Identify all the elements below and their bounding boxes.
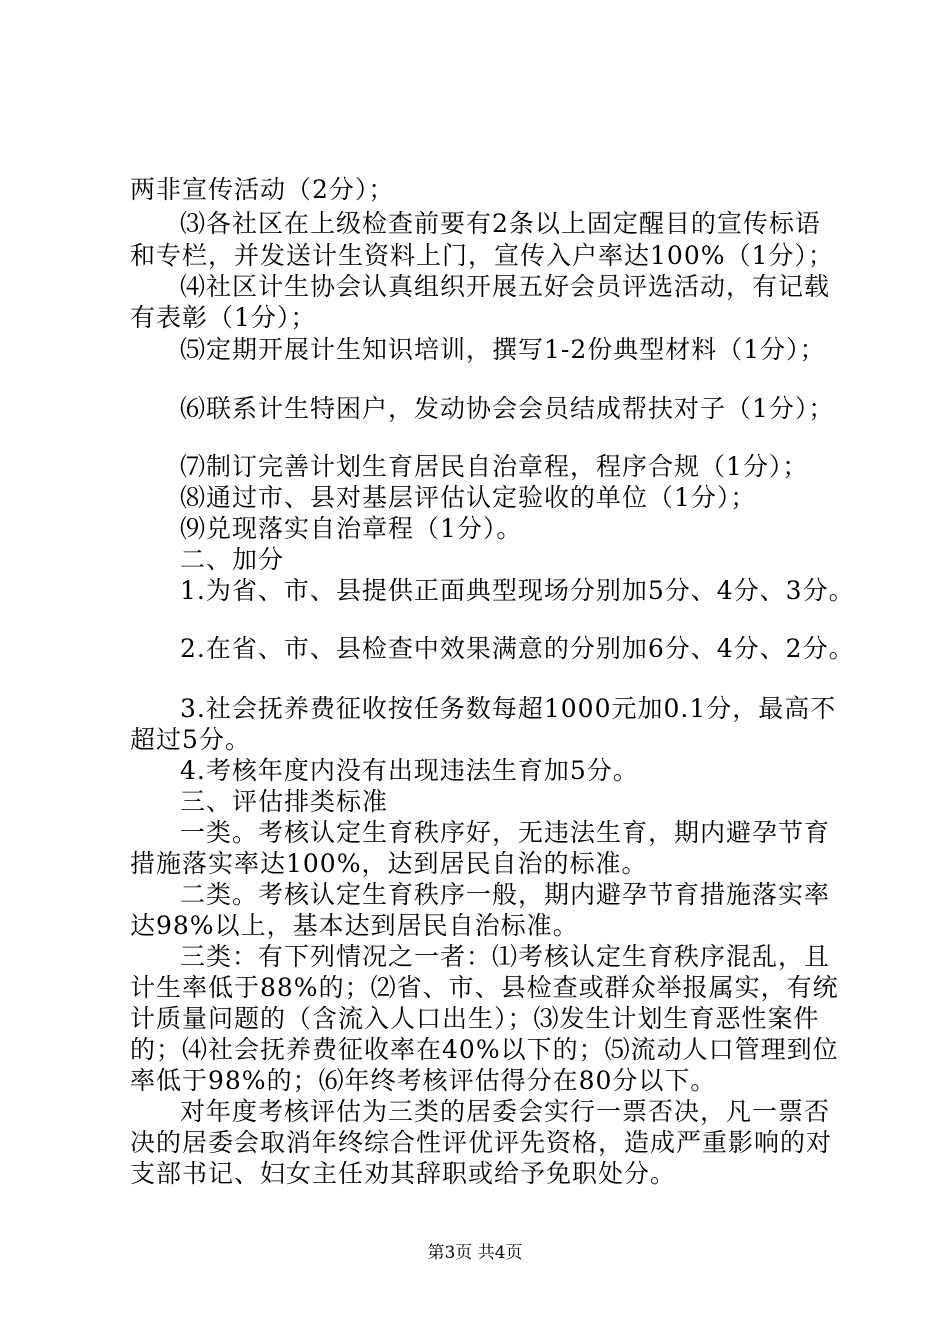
text-line: 计生率低于88%的；⑵省、市、县检查或群众举报属实，有统 xyxy=(130,973,839,1002)
text-line: 2.在省、市、县检查中效果满意的分别加6分、4分、2分。 xyxy=(180,634,855,663)
text-line: 1.为省、市、县提供正面典型现场分别加5分、4分、3分。 xyxy=(180,576,855,605)
text-line: ⑻通过市、县对基层评估认定验收的单位（1分）； xyxy=(180,483,757,512)
text-line: 支部书记、妇女主任劝其辞职或给予免职处分。 xyxy=(130,1159,677,1188)
text-line: 二类。考核认定生育秩序一般，期内避孕节育措施落实率 xyxy=(180,880,831,909)
text-line: 一类。考核认定生育秩序好，无违法生育，期内避孕节育 xyxy=(180,818,831,847)
section-heading: 三、评估排类标准 xyxy=(180,787,389,816)
section-heading: 二、加分 xyxy=(180,545,285,574)
text-line: 两非宣传活动（2分）； xyxy=(130,175,395,204)
text-line: 率低于98%的；⑹年终考核评估得分在80分以下。 xyxy=(130,1066,717,1095)
text-line: 计质量问题的（含流入人口出生）；⑶发生计划生育恶性案件 xyxy=(130,1004,820,1033)
text-line: ⑹联系计生特困户，发动协会会员结成帮扶对子（1分）； xyxy=(180,394,835,423)
text-line: 3.社会抚养费征收按任务数每超1000元加0.1分，最高不 xyxy=(180,694,837,723)
text-line: 超过5分。 xyxy=(130,725,251,754)
text-line: 决的居委会取消年终综合性评优评先资格，造成严重影响的对 xyxy=(130,1128,833,1157)
text-line: 4.考核年度内没有出现违法生育加5分。 xyxy=(180,756,639,785)
text-line: 的；⑷社会抚养费征收率在40%以下的；⑸流动人口管理到位 xyxy=(130,1035,839,1064)
text-line: 三类：有下列情况之一者：⑴考核认定生育秩序混乱，且 xyxy=(180,942,831,971)
page-footer: 第3页 共4页 xyxy=(427,1243,523,1263)
text-line: 有表彰（1分）； xyxy=(130,303,317,332)
text-line: 措施落实率达100%，达到居民自治的标准。 xyxy=(130,849,648,878)
text-line: ⑺制订完善计划生育居民自治章程，程序合规（1分）； xyxy=(180,452,809,481)
text-line: 达98%以上，基本达到居民自治标准。 xyxy=(130,911,579,940)
text-line: ⑼兑现落实自治章程（1分）。 xyxy=(180,514,523,543)
text-line: 对年度考核评估为三类的居委会实行一票否决，凡一票否 xyxy=(180,1097,831,1126)
text-line: ⑶各社区在上级检查前要有2条以上固定醒目的宣传标语 xyxy=(180,209,821,238)
text-line: ⑸定期开展计生知识培训，撰写1-2份典型材料（1分）； xyxy=(180,335,826,364)
text-line: ⑷社区计生协会认真组织开展五好会员评选活动，有记载 xyxy=(180,272,831,301)
text-line: 和专栏，并发送计生资料上门，宣传入户率达100%（1分）； xyxy=(130,241,834,270)
